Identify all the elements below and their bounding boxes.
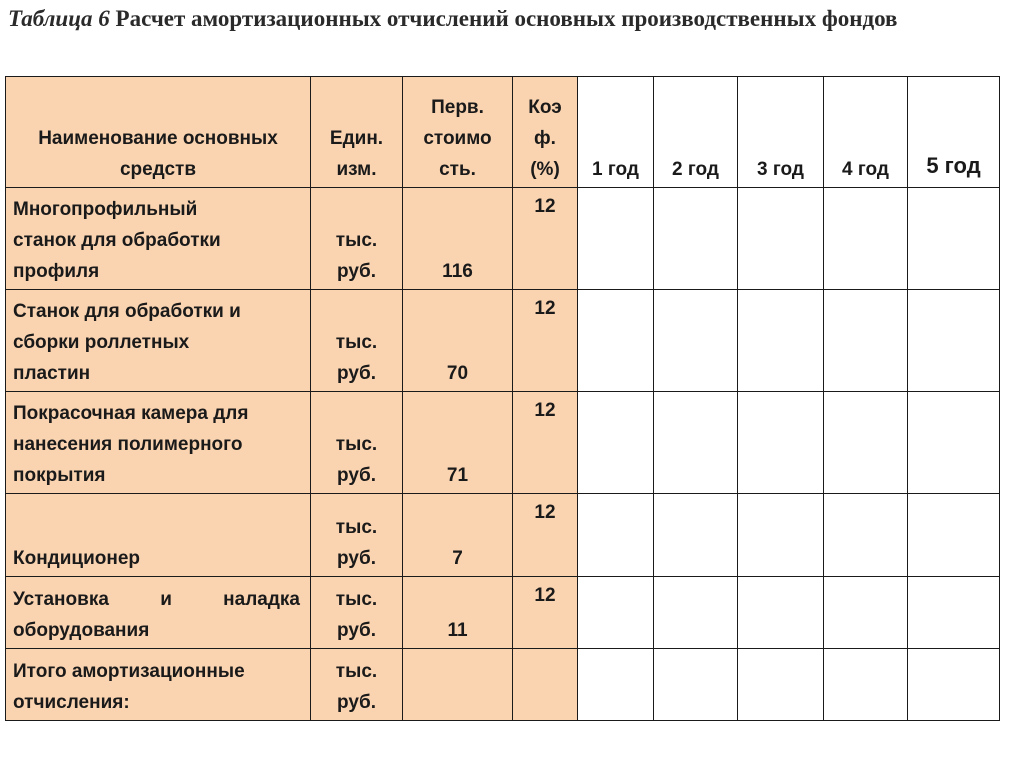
table-row xyxy=(6,392,1000,494)
row-name: Многопрофильный станок для обработки профиля xyxy=(6,188,311,290)
year-cell xyxy=(578,577,654,649)
table-row xyxy=(6,188,1000,290)
row-cost: 116 xyxy=(403,188,513,290)
year-cell xyxy=(824,649,908,721)
year-cell xyxy=(654,290,738,392)
row-name: Покрасочная камера для нанесения полимерного покрытия xyxy=(6,392,311,494)
year-cell xyxy=(654,649,738,721)
table-row xyxy=(6,494,1000,577)
year-cell xyxy=(738,392,824,494)
year-cell xyxy=(738,494,824,577)
year-cell xyxy=(738,290,824,392)
row-coef: 12 xyxy=(513,494,578,577)
row-unit: тыс. руб. xyxy=(311,188,403,290)
row-name: Станок для обработки и сборки роллетных пластин xyxy=(6,290,311,392)
row-name: Установка и наладка оборудования xyxy=(6,577,311,649)
year-cell xyxy=(824,392,908,494)
header-cost: Перв. стоимо сть. xyxy=(403,77,513,188)
row-coef: 12 xyxy=(513,290,578,392)
header-year-1: 1 год xyxy=(578,77,654,188)
row-coef: 12 xyxy=(513,188,578,290)
header-name: Наименование основных средств xyxy=(6,77,311,188)
row-coef xyxy=(513,649,578,721)
header-year-3: 3 год xyxy=(738,77,824,188)
year-cell xyxy=(908,577,1000,649)
year-cell xyxy=(824,494,908,577)
row-name: Кондиционер xyxy=(6,494,311,577)
year-cell xyxy=(738,649,824,721)
header-year-4: 4 год xyxy=(824,77,908,188)
year-cell xyxy=(738,188,824,290)
year-cell xyxy=(824,577,908,649)
year-cell xyxy=(738,577,824,649)
header-year-2: 2 год xyxy=(654,77,738,188)
row-cost xyxy=(403,649,513,721)
row-unit: тыс. руб. xyxy=(311,290,403,392)
row-unit: тыс. руб. xyxy=(311,649,403,721)
year-cell xyxy=(654,392,738,494)
header-coef: Коэ ф. (%) xyxy=(513,77,578,188)
total-row xyxy=(6,649,1000,721)
year-cell xyxy=(654,494,738,577)
year-cell xyxy=(908,494,1000,577)
year-cell xyxy=(908,188,1000,290)
year-cell xyxy=(578,290,654,392)
row-coef: 12 xyxy=(513,577,578,649)
header-row xyxy=(6,77,1000,188)
table-row xyxy=(6,290,1000,392)
year-cell xyxy=(824,290,908,392)
row-unit: тыс. руб. xyxy=(311,494,403,577)
row-coef: 12 xyxy=(513,392,578,494)
row-cost: 70 xyxy=(403,290,513,392)
row-unit: тыс. руб. xyxy=(311,577,403,649)
year-cell xyxy=(824,188,908,290)
row-unit: тыс. руб. xyxy=(311,392,403,494)
year-cell xyxy=(654,188,738,290)
year-cell xyxy=(578,494,654,577)
header-unit: Един. изм. xyxy=(311,77,403,188)
year-cell xyxy=(654,577,738,649)
row-name: Итого амортизационные отчисления: xyxy=(6,649,311,721)
header-year-5: 5 год xyxy=(908,77,1000,188)
year-cell xyxy=(578,188,654,290)
table-caption xyxy=(8,4,1008,34)
year-cell xyxy=(908,290,1000,392)
year-cell xyxy=(908,649,1000,721)
year-cell xyxy=(908,392,1000,494)
year-cell xyxy=(578,649,654,721)
year-cell xyxy=(578,392,654,494)
row-cost: 7 xyxy=(403,494,513,577)
caption-label: Таблица 6 xyxy=(8,6,110,31)
caption-title: Расчет амортизационных отчислений основных производственных фондов xyxy=(115,6,898,31)
row-cost: 71 xyxy=(403,392,513,494)
row-cost: 11 xyxy=(403,577,513,649)
depreciation-table xyxy=(5,76,1000,721)
table-row xyxy=(6,577,1000,649)
